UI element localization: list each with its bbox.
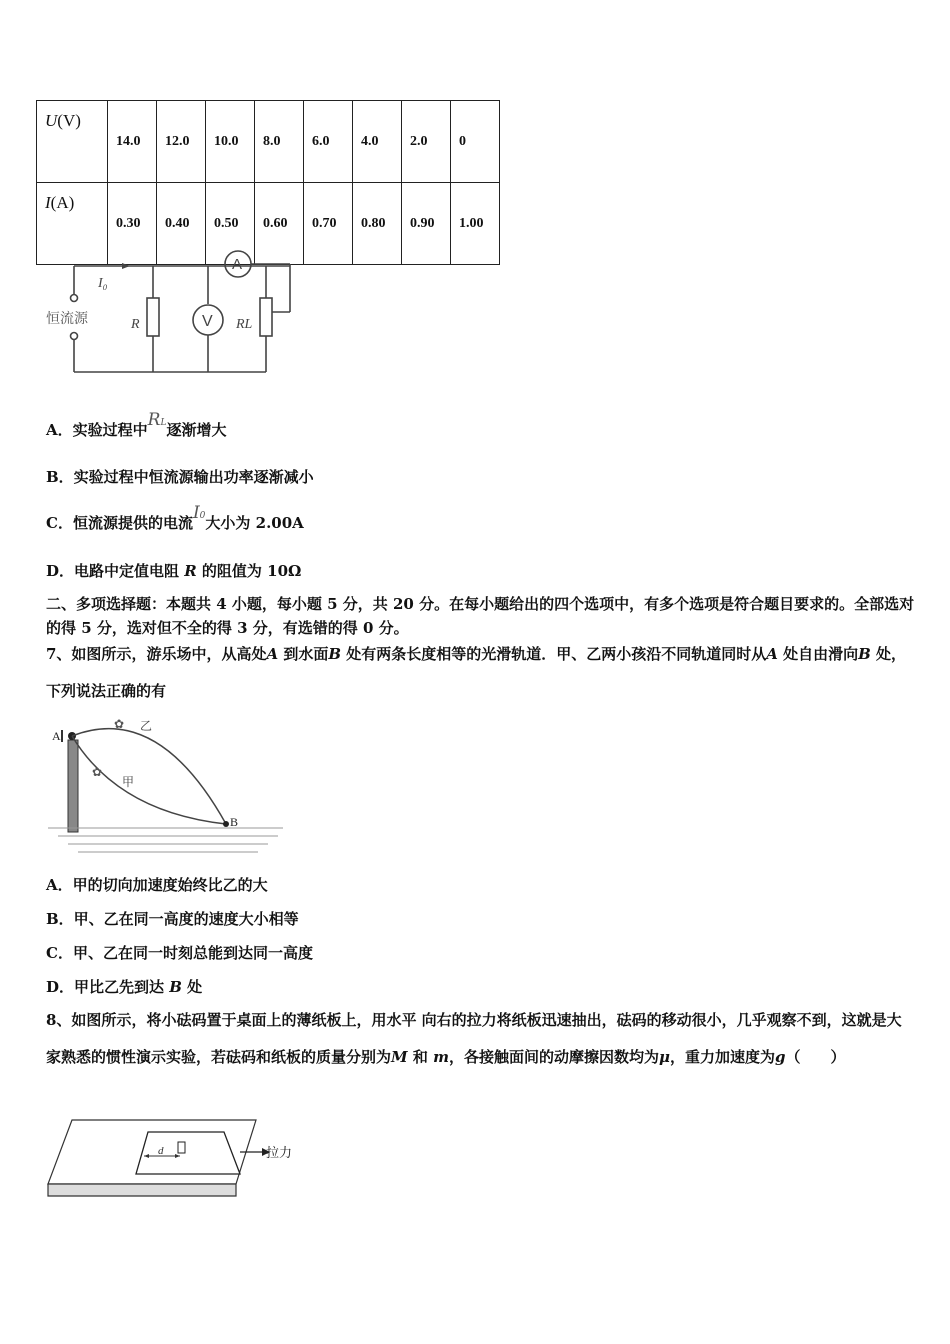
current-label: I₀: [98, 276, 108, 291]
rl-symbol-sub: L: [160, 418, 167, 428]
voltage-cell: 4.0: [353, 101, 402, 183]
current-cell: 0.40: [157, 183, 206, 265]
voltage-symbol: U: [45, 111, 58, 130]
q8-var: m: [433, 1048, 449, 1066]
q8-var: μ: [658, 1048, 670, 1066]
q7-stem-part: 处有两条长度相等的光滑轨道．甲、乙两小孩沿不同轨道同时从: [341, 645, 767, 663]
voltage-cell: 10.0: [206, 101, 255, 183]
current-cell: 0.90: [402, 183, 451, 265]
q8-stem-part: ，重力加速度为: [669, 1048, 775, 1066]
resistor-label: R: [131, 317, 140, 332]
voltage-cell: 0: [451, 101, 500, 183]
voltage-cell: 8.0: [255, 101, 304, 183]
voltage-unit: (V): [57, 111, 81, 130]
option-c-text: C．恒流源提供的电流: [46, 514, 193, 532]
q6-option-c: [46, 503, 304, 533]
option-c-suffix: 大小为 2.00A: [205, 514, 304, 532]
q7-option-d: [46, 976, 202, 997]
q7-option-c: C．甲、乙在同一时刻总能到达同一高度: [46, 944, 313, 962]
q7-option-d-var: B: [169, 978, 182, 996]
label-yi: 乙: [140, 719, 153, 733]
q7-stem-part: 处自由滑向: [777, 645, 859, 663]
table-edge: [48, 1184, 236, 1196]
current-cell: 0.30: [108, 183, 157, 265]
current-arrow-icon: [122, 263, 130, 269]
current-cell: 1.00: [451, 183, 500, 265]
child-jia-icon: ✿: [92, 765, 103, 779]
q7-stem-part: 到水面: [278, 645, 329, 663]
option-d-suffix: 的阻值为 10Ω: [196, 562, 302, 580]
track-jia: [72, 736, 226, 824]
voltmeter-icon: V: [202, 313, 213, 330]
q7-var: B: [858, 645, 871, 663]
q7-var: B: [328, 645, 342, 663]
option-a-text: A．实验过程中: [46, 421, 148, 439]
weight-icon: [178, 1142, 185, 1153]
q8-var: g: [774, 1048, 786, 1066]
option-d-text: D．电路中定值电阻: [46, 562, 185, 580]
source-label: 恒流源: [46, 311, 88, 327]
q8-var: M: [391, 1048, 408, 1066]
current-cell: 0.80: [353, 183, 402, 265]
rl-symbol-main: R: [147, 410, 161, 430]
point-b-marker: [223, 821, 229, 827]
i0-symbol: [193, 503, 205, 523]
current-symbol: I: [45, 193, 51, 212]
inertia-diagram: [44, 1116, 304, 1206]
slide-diagram: [48, 712, 288, 857]
label-b: B: [230, 815, 239, 829]
option-d-var: R: [184, 562, 197, 580]
current-cell: 0.50: [206, 183, 255, 265]
q7-option-d-suffix: 处: [181, 978, 203, 996]
voltage-cell: 14.0: [108, 101, 157, 183]
load-resistor-label: RL: [236, 317, 253, 332]
section-2-instructions: 二、多项选择题：本题共 4 小题，每小题 5 分，共 20 分。在每小题给出的四个选项中，有多个选项是符合题目要求的。全部选对的得 5 分，选对但不全的得 3 分，有选错的得 0 分。: [46, 595, 915, 637]
voltage-cell: 6.0: [304, 101, 353, 183]
q7-option-d-text: D．甲比乙先到达: [46, 978, 170, 996]
q7-var: A: [266, 645, 279, 663]
q7-var: A: [766, 645, 778, 663]
option-a-suffix: 逐渐增大: [166, 421, 227, 439]
current-cell: 0.60: [255, 183, 304, 265]
voltage-cell: 12.0: [157, 101, 206, 183]
table-row-voltage: [37, 101, 500, 183]
q8-stem-part: 和: [407, 1048, 434, 1066]
child-yi-icon: ✿: [114, 717, 125, 731]
current-cell: 0.70: [304, 183, 353, 265]
q7-stem-part: 7、如图所示，游乐场中，从高处: [46, 645, 267, 663]
paper-board: [136, 1132, 240, 1174]
label-jia: 甲: [122, 775, 135, 789]
current-unit: (A): [50, 193, 75, 212]
q7-option-b: B．甲、乙在同一高度的速度大小相等: [46, 910, 299, 928]
q6-option-d: [46, 560, 301, 581]
q8-stem: [46, 1002, 908, 1076]
q7-stem-part: 处，下列说法正确的有: [46, 645, 907, 700]
tower-pillar: [68, 740, 78, 832]
data-table: [36, 100, 500, 265]
q6-option-a: [46, 410, 227, 440]
i0-symbol-main: I: [192, 503, 200, 523]
i0-symbol-sub: 0: [199, 511, 206, 521]
force-label: 拉力: [266, 1146, 293, 1161]
q7-stem: [46, 636, 908, 710]
voltage-header: [37, 101, 108, 183]
distance-label: d: [158, 1145, 164, 1157]
q8-stem-part: ，各接触面间的动摩擦因数均为: [448, 1048, 659, 1066]
rl-symbol: [148, 410, 167, 430]
label-a: A: [52, 729, 61, 743]
voltage-cell: 2.0: [402, 101, 451, 183]
q7-option-a: A．甲的切向加速度始终比乙的大: [46, 876, 268, 894]
q8-stem-part: 8、如图所示，将小砝码置于桌面上的薄纸板上，用水平 向右的拉力将纸板迅速抽出，砝码的移动很小，几乎观察不到，这就是大家熟悉的惯性演示实验，若砝码和纸板的质量分别为: [46, 1011, 902, 1066]
circuit-diagram: [40, 248, 310, 378]
q6-option-b: B．实验过程中恒流源输出功率逐渐减小: [46, 468, 314, 486]
ammeter-icon: A: [232, 256, 243, 273]
q8-stem-part: （ ）: [785, 1048, 846, 1066]
